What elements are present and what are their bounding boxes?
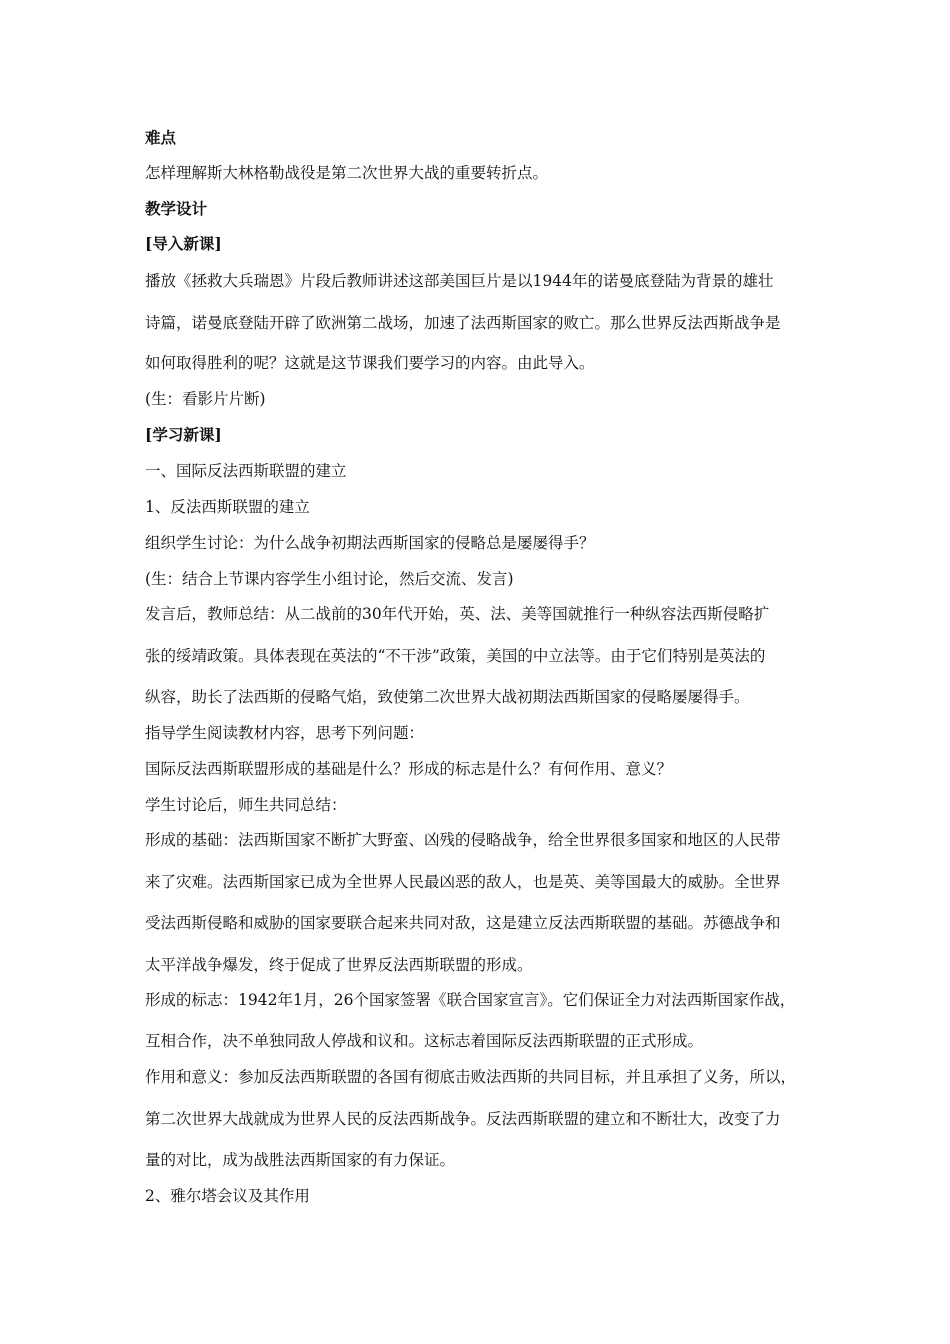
paragraph-line: 学生讨论后，师生共同总结： (145, 796, 347, 814)
paragraph-line: 诗篇，诺曼底登陆开辟了欧洲第二战场，加速了法西斯国家的败亡。那么世界反法西斯战争是 (145, 314, 781, 332)
heading-intro-lesson: [导入新课] (145, 234, 222, 253)
paragraph-line: 怎样理解斯大林格勒战役是第二次世界大战的重要转折点。 (145, 164, 549, 182)
paragraph-line: (生：看影片片断) (145, 390, 266, 408)
paragraph-line: 国际反法西斯联盟形成的基础是什么？形成的标志是什么？有何作用、意义？ (145, 760, 673, 778)
paragraph-line: 组织学生讨论：为什么战争初期法西斯国家的侵略总是屡屡得手？ (145, 534, 595, 552)
paragraph-line: 张的绥靖政策。具体表现在英法的“不干涉”政策，美国的中立法等。由于它们特别是英法的 (145, 647, 766, 665)
heading-new-lesson: [学习新课] (145, 425, 222, 444)
paragraph-line: 播放《拯救大兵瑞恩》片段后教师讲述这部美国巨片是以1944年的诺曼底登陆为背景的雄壮 (145, 272, 774, 290)
paragraph-line: 作用和意义：参加反法西斯联盟的各国有彻底击败法西斯的共同目标，并且承担了义务，所以， (145, 1068, 797, 1086)
paragraph-line: 如何取得胜利的呢？这就是这节课我们要学习的内容。由此导入。 (145, 354, 595, 372)
heading-difficulty: 难点 (145, 128, 177, 147)
paragraph-line: 发言后，教师总结：从二战前的30年代开始，英、法、美等国就推行一种纵容法西斯侵略扩 (145, 605, 770, 623)
paragraph-line: 互相合作，决不单独同敌人停战和议和。这标志着国际反法西斯联盟的正式形成。 (145, 1032, 704, 1050)
paragraph-line: 第二次世界大战就成为世界人民的反法西斯战争。反法西斯联盟的建立和不断壮大，改变了力 (145, 1110, 781, 1128)
paragraph-line: 形成的标志：1942年1月，26个国家签署《联合国家宣言》。它们保证全力对法西斯国家作战， (145, 991, 796, 1009)
paragraph-line: 纵容，助长了法西斯的侵略气焰，致使第二次世界大战初期法西斯国家的侵略屡屡得手。 (145, 688, 750, 706)
paragraph-line: 量的对比，成为战胜法西斯国家的有力保证。 (145, 1151, 456, 1169)
paragraph-line: 形成的基础：法西斯国家不断扩大野蛮、凶残的侵略战争，给全世界很多国家和地区的人民带 (145, 831, 781, 849)
section-heading: 一、国际反法西斯联盟的建立 (145, 462, 347, 480)
paragraph-line: 指导学生阅读教材内容，思考下列问题： (145, 724, 425, 742)
subsection-heading: 1、反法西斯联盟的建立 (145, 498, 310, 516)
paragraph-line: (生：结合上节课内容学生小组讨论，然后交流、发言) (145, 570, 514, 588)
paragraph-line: 来了灾难。法西斯国家已成为全世界人民最凶恶的敌人，也是英、美等国最大的威胁。全世界 (145, 873, 781, 891)
subsection-heading: 2、雅尔塔会议及其作用 (145, 1187, 310, 1205)
paragraph-line: 太平洋战争爆发，终于促成了世界反法西斯联盟的形成。 (145, 956, 533, 974)
heading-teaching-design: 教学设计 (145, 199, 208, 218)
paragraph-line: 受法西斯侵略和威胁的国家要联合起来共同对敌，这是建立反法西斯联盟的基础。苏德战争和 (145, 914, 781, 932)
